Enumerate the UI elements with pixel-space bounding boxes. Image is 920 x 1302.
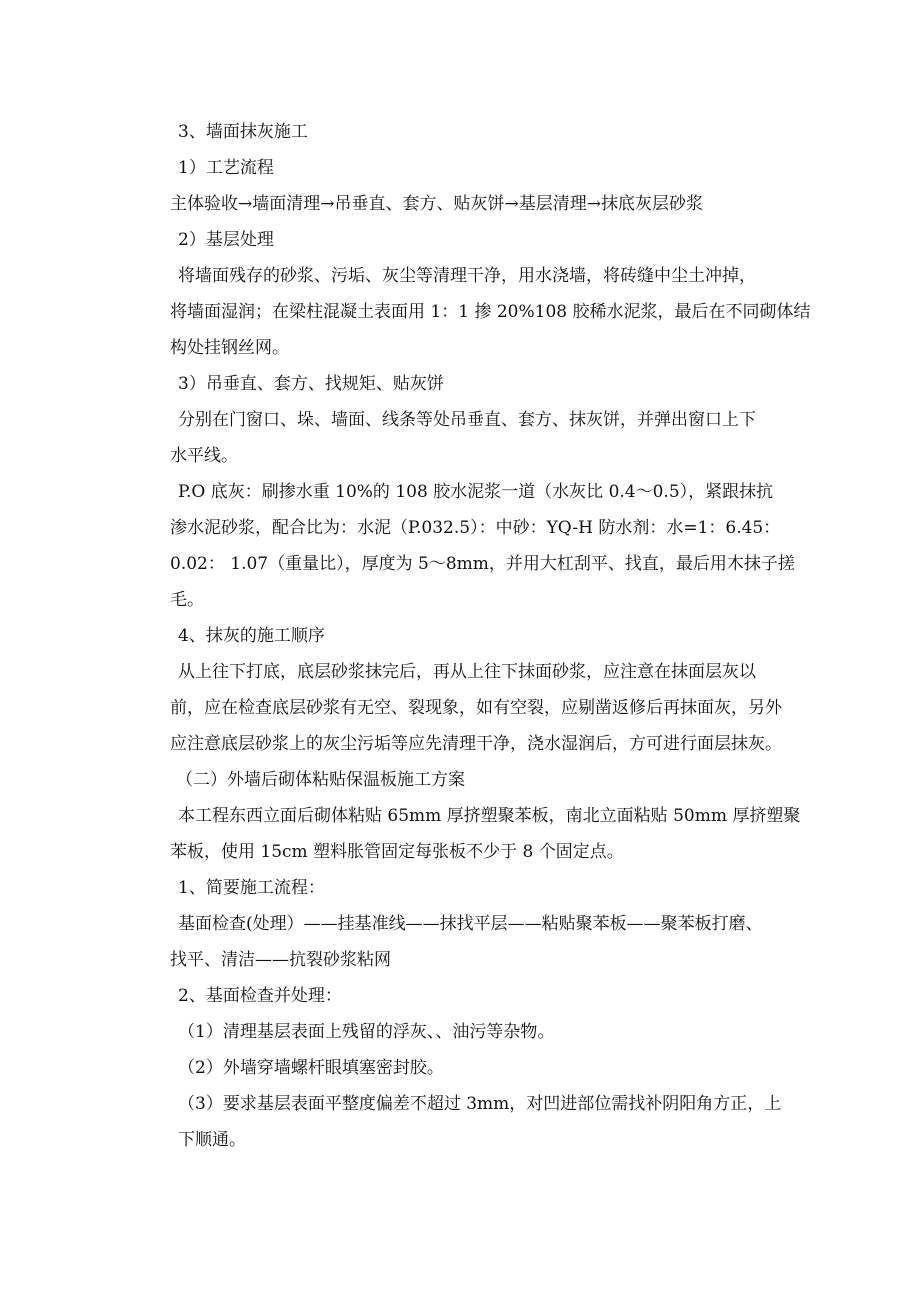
paragraph-line: P.O 底灰：刷掺水重 10%的 108 胶水泥浆一道（水灰比 0.4～0.5），紧跟抹抗 (178, 482, 774, 502)
paragraph-line: 将墙面湿润；在梁柱混凝土表面用 1：1 掺 20%108 胶稀水泥浆，最后在不同砌体结 (170, 302, 811, 322)
section-heading-4: 4、抹灰的施工顺序 (178, 626, 325, 646)
insulation-board-paragraph (170, 798, 820, 870)
paragraph-line: 本工程东西立面后砌体粘贴 65mm 厚挤塑聚苯板，南北立面粘贴 50mm 厚挤塑聚 (178, 806, 801, 826)
brief-process-paragraph (170, 906, 820, 978)
paragraph-line: 渗水泥砂浆，配合比为：水泥（P.032.5）：中砂：YQ-H 防水剂：水=1：6.45： (170, 518, 781, 538)
subheading-process-flow: 1）工艺流程 (178, 158, 274, 178)
section-heading-3: 3、墙面抹灰施工 (178, 122, 308, 142)
process-flow-text: 主体验收→墙面清理→吊垂直、套方、贴灰饼→基层清理→抹底灰层砂浆 (170, 194, 703, 214)
plumb-square-paragraph (170, 402, 820, 474)
step-heading-1: 1、简要施工流程： (178, 878, 325, 898)
paragraph-line: 构处挂钢丝网。 (170, 338, 289, 358)
plaster-sequence-paragraph (170, 654, 820, 762)
subheading-base-treatment: 2）基层处理 (178, 230, 274, 250)
paragraph-line: 下顺通。 (178, 1130, 246, 1150)
paragraph-line: 0.02： 1.07（重量比），厚度为 5～8mm，并用大杠刮平、找直，最后用木抹子搓 (170, 554, 795, 574)
list-item-1: （1）清理基层表面上残留的浮灰、、油污等杂物。 (178, 1022, 555, 1042)
part-two-heading: （二）外墙后砌体粘贴保温板施工方案 (176, 770, 465, 790)
paragraph-line: （3）要求基层表面平整度偏差不超过 3mm，对凹进部位需找补阴阳角方正，上 (178, 1094, 782, 1114)
paragraph-line: 基面检查(处理）——挂基准线——抹找平层——粘贴聚苯板——聚苯板打磨、 (178, 914, 763, 934)
paragraph-line: 应注意底层砂浆上的灰尘污垢等应先清理干净，浇水湿润后，方可进行面层抹灰。 (170, 734, 782, 754)
paragraph-line: 毛。 (170, 590, 204, 610)
paragraph-line: 分别在门窗口、垛、墙面、线条等处吊垂直、套方、抹灰饼，并弹出窗口上下 (178, 410, 756, 430)
paragraph-line: 水平线。 (170, 446, 238, 466)
base-coat-paragraph (170, 474, 820, 618)
paragraph-line: 找平、清洁——抗裂砂浆粘网 (170, 950, 391, 970)
list-item-3 (170, 1086, 820, 1158)
paragraph-line: 将墙面残存的砂浆、污垢、灰尘等清理干净，用水浇墙，将砖缝中尘土冲掉， (178, 266, 756, 286)
paragraph-line: 从上往下打底，底层砂浆抹完后，再从上往下抹面砂浆，应注意在抹面层灰以 (178, 662, 756, 682)
paragraph-line: 前，应在检查底层砂浆有无空、裂现象，如有空裂，应剔凿返修后再抹面灰，另外 (170, 698, 782, 718)
subheading-plumb-square: 3）吊垂直、套方、找规矩、贴灰饼 (178, 374, 444, 394)
paragraph-line: 苯板，使用 15cm 塑料胀管固定每张板不少于 8 个固定点。 (170, 842, 624, 862)
document-body (170, 114, 820, 1158)
step-heading-2: 2、基面检查并处理： (178, 986, 342, 1006)
base-treatment-paragraph (170, 258, 820, 366)
list-item-2: （2）外墙穿墙螺杆眼填塞密封胶。 (178, 1058, 444, 1078)
